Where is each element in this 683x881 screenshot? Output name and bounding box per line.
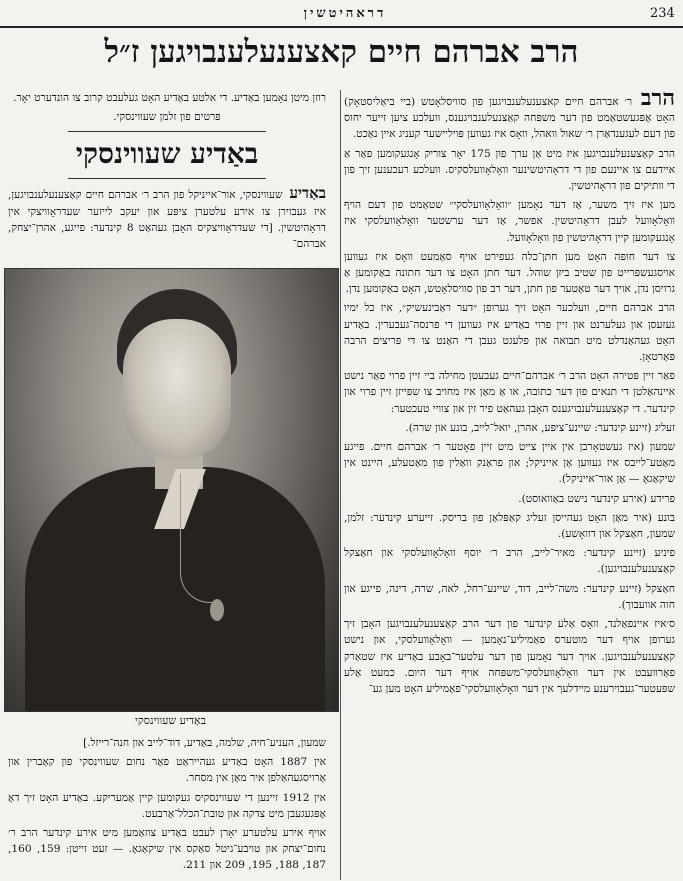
right-column [344, 85, 675, 700]
portrait-photo [4, 268, 339, 712]
paragraph: הרב קאַצענעלענבויגען איז מיט אַן ערך פון 175 יאָר צוריק אָנגעקומען פאַר אַ איידעם צו איינעם פון די דראָהיטשינער וואָלאָוועלסקיס. וועלכע רעכענען זיך פון די וותיקים פון דראָהיטשין. [344, 147, 675, 193]
paragraph [344, 85, 675, 143]
paragraph: בונע (איר מאַן האָט געהייסן זעליג קאַפּלאַן פון בריסק. זייערע קינדער: זלמן, שמעון, חאַצקל און דוואָשע). [344, 511, 675, 541]
paragraph: אויף אירע עלטערע יאָרן לעבט באַדיע צוזאַמען מיט אירע קינדער הרב ר׳ נחום־יצחק און טויבע־גיטל סאַקס אין שיקאַגאָ. — זעט זייטן: 159, 160, 187, 188, 195, 209 און 211. [8, 827, 326, 872]
photo-chain [180, 474, 221, 603]
left-column-lower [8, 735, 326, 877]
intro-text: רוזן מיטן נאָמען באַדיע. די אלטע באַדיע האָט געלעבט קרוב צו הונדערט יאָר. [13, 92, 326, 104]
drop-word: הרב [640, 85, 675, 111]
section-title: באַדיע שעווינסקי [8, 135, 326, 177]
paragraph: הרב אברהם חיים, וועלכער האָט זיך גערופן ״דער ראַבינעשיק״, איז כל ימיו געזעסן און געלערנט און זיין פרוי באַדיע איז געווען די פרנסה־געבערין. באַדיע האָט געהאַנדלט מיט תבואה און פלעגט געבן די האַנט צו די פּריצים הרבה פּאַרטאָן. [344, 302, 675, 364]
photo-caption: באַדיע שעווינסקי [135, 714, 206, 727]
photo-face [123, 319, 231, 459]
section-paragraph [8, 185, 326, 252]
paragraph: שמעון, העניע־חיה, שלמה, באַדיע, דוד־לייב און חנה־רייזל.] [83, 737, 326, 749]
paragraph: חאַצקל (זיינע קינדער: משה־לייב, דוד, שיינע־רחל, לאה, שרה, דינה, פייגע און חוה אוועבוך). [344, 582, 675, 611]
paragraph: צו דער חופּה האָט מען חתן־כלה געפירט אויף סאַמעט וואָס איז געווען אויסגעשפּרייט פון שטיב ביזן שוהל. דער חתן האָט צו דער חתונה באַקומען אַ גרויסן נדן, אויך דער טאַטער פון חתן, דער רב פון סוויסלאָטש, האָט באַקומען נדן. [344, 250, 675, 296]
paragraph: ס׳איז איינפאַלנד, וואָס אַלע קינדער פון דער הרב קאַצענעלענבויגען האָבן זיך גערופן אויף דער מוטערס פאַמיליע־נאָמען — וואָלאָוועלסקי, און נישט קאַצענעלענבויגען. אויך דער נאָמען פון דער עלטער־באָבע באַדיע איז שטאַרק פאַרוועבט אין דער וואָלאָוועלסקי־משפּחה אויף דער היום. כמעט אַלע שפּעטער־געבוירענע מיידלעך אין דער וואָלאָוועלסקי־פאַמיליע האָט מען גע־ [344, 618, 675, 695]
left-column [8, 90, 326, 255]
section-drop-word: באַדיע [289, 184, 326, 203]
paragraph: זעליג (זיינע קינדער: שיינע־ציפּע, אהרן, יואל־לייב, בונע און שרה). [405, 421, 675, 434]
page-header [0, 0, 683, 28]
page-number: 234 [650, 5, 675, 21]
photo-pendant [210, 599, 224, 621]
intro-author: פּרטים פון זלמן שעווינסקי. [113, 111, 221, 124]
paragraph: אין 1887 האָט באַדיע געהייראַט פאַר נחום שעווינסקי פון קאַברין און אַרויסגעהאַלפן איר מאַן אין מסחר. [8, 756, 326, 785]
paragraph: אין 1912 זיינען די שעווינסקיס געקומען קיין אַמעריקע. באַדיע האָט זיך דאָ אָפּגעגעבן מיט צדקה און טובת־הכלל־אַרבעט. [8, 791, 326, 820]
article-title: הרב אברהם חיים קאצענעלענבויגען ז״ל [104, 34, 579, 70]
paragraph-text: ר׳ אברהם חיים קאצענעלענבויגען פון סוויסלאָטש (ביי ביאַליסטאָק) האָט אָפּגעשטאַמט פון דער משפּחה קאַצנעלענבויגענס, וועלכע ציען זייער יחוס פון דעם לעגענדאַרן ר׳ שאול וואהל, וואָס איז געווען פּויליישער קעניג איין נאַכט. [344, 96, 675, 141]
paragraph: מען איז זיך משער, אַז דער נאָמען ״וואָלאָוועלסקי״ שטאַמט פון דעם הויף וואָלאָוועל לעבן דראָהיטשין. אפשר, אַז דער ערשטער וואָלאָוועלסקי איז אָנגעקומען קיין דראָהיטשין פון וואָלאָוועל. [344, 199, 675, 244]
paragraph: פיניע (זיינע קינדער: מאיר־לייב, הרב ר׳ יוסף וואָלאָוועלסקי און חאַצקל קאַצענעלענבויגען). [344, 547, 675, 576]
column-divider [340, 90, 341, 880]
paragraph: פרידע (אירע קינדער נישט באַוואוסט). [518, 492, 675, 505]
section-text: שעווינסקי, אור־אייניקל פון הרב ר׳ אברהם חיים קאַצענעלענבויגען, איז געבוירן צו אירע עלטערן ציפּע און יעקב לייזער שעדראָוויצקי אין דראָהיטשין. [די שעדראָוויצקיס האָבן געהאַט 8 קינדער: פייגע, אהרן־יצחק, אברהם־ [8, 189, 326, 251]
paragraph: שמעון (איז געשטאָרבן אין איין צייט מיט זיין פאָטער ר׳ אברהם חיים. פייגע מאַטע־לייבס איז געווען אַן אייניקל; און פראַנק וואַלין פון מאַטעלע, היינט אין שיקאַגאָ — אַן אור־אייניקל). [344, 441, 675, 486]
paragraph: פאַר זיין פּטירה האָט הרב ר׳ אברהם־חיים געבעטן מחילה ביי זיין פרוי פאַר נישט איינהאַלטן די תנאים פון דער כתובה, או אַ מאַן איז מחויב צו שפּייזן זיין פרוי און קינדער. די קאַצענעלענבויגענס האָבן געהאַט פיר זין און צוויי טעכטער: [344, 370, 675, 415]
running-title: דראהיטשין [303, 6, 387, 21]
